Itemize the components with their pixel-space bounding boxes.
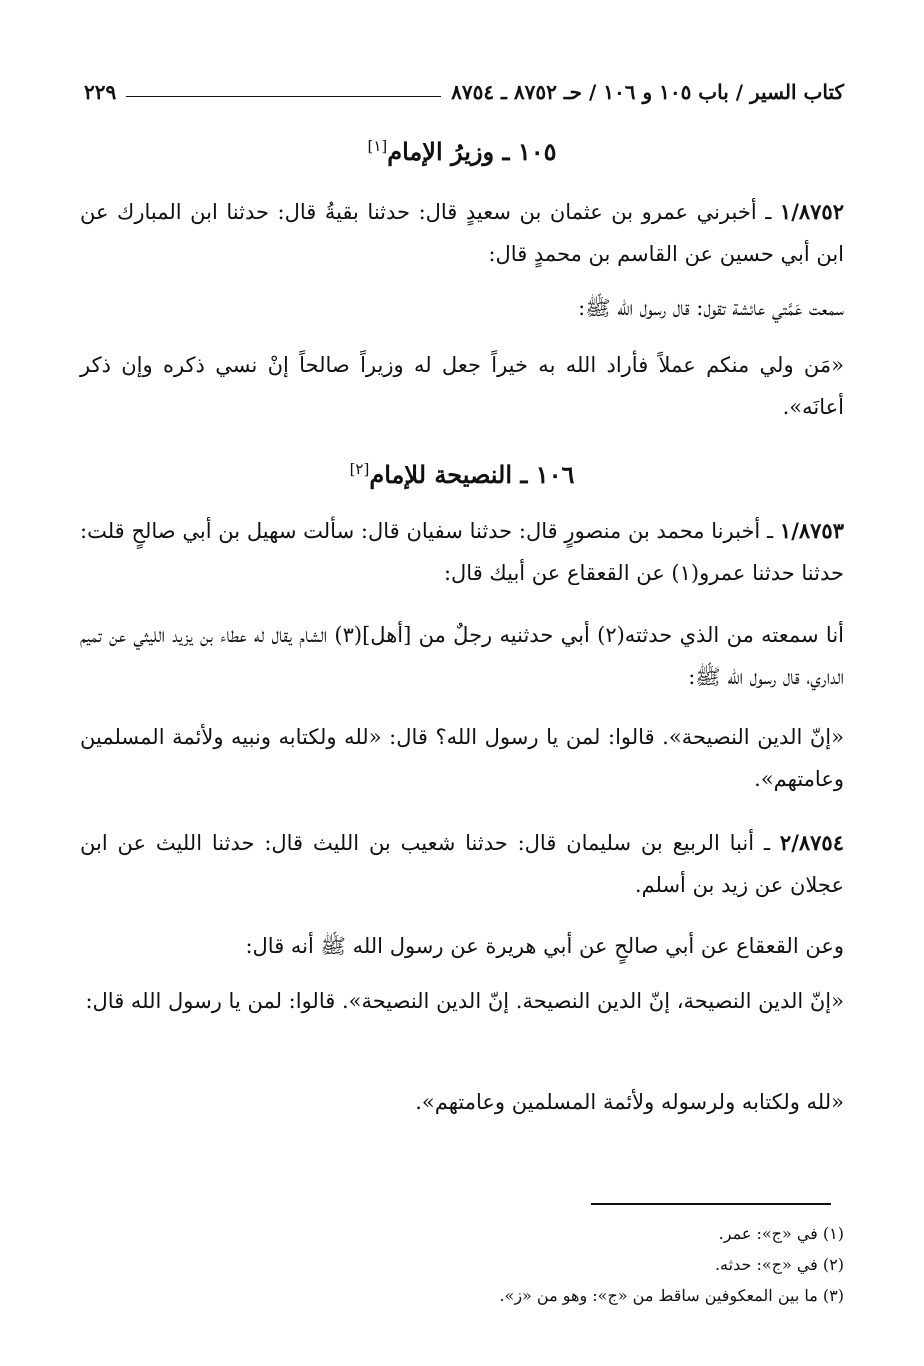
narration-text: أنا سمعته من الذي حدثته(٢) أبي حدثنيه رجلٌ من [أهل](٣) الشام يقال له عطاء بن يزيد الليثي عن تميم الداري، قال رسول الله ﷺ: xyxy=(80,623,844,689)
section-title: ١٠٦ ـ النصيحة للإمام xyxy=(369,460,575,489)
matn-text: «لله ولكتابه ولرسوله ولأئمة المسلمين وعامتهم». xyxy=(415,1090,844,1114)
hadith-matn xyxy=(80,716,844,800)
narration-line xyxy=(80,287,844,329)
footnote-3: (٣) ما بين المعكوفين ساقط من «ج»: وهو من «ز». xyxy=(499,1286,844,1305)
hadith-8754 xyxy=(80,822,844,906)
section-heading-105 xyxy=(0,137,924,166)
footnote-2: (٢) في «ج»: حدثه. xyxy=(714,1255,844,1274)
matn-text: «مَن ولي منكم عملاً فأراد الله به خيراً جعل له وزيراً صالحاً إنْ نسي ذكره وإن ذكر أعانَه». xyxy=(80,353,844,419)
footnote-mark: [١] xyxy=(367,137,388,155)
matn-text: «إنّ الدين النصيحة، إنّ الدين النصيحة. إنّ الدين النصيحة». قالوا: لمن يا رسول الله قال: xyxy=(85,989,844,1013)
hadith-matn xyxy=(80,1081,844,1123)
narration-text: سمعت عَمَّتي عائشة تقول: قال رسول الله ﷺ: xyxy=(578,296,844,320)
footnote-mark: [٢] xyxy=(349,460,370,478)
footnotes xyxy=(80,1218,844,1311)
footnote-1: (١) في «ج»: عمر. xyxy=(718,1224,844,1243)
hadith-number: ١/٨٧٥٢ xyxy=(779,199,844,224)
hadith-matn xyxy=(80,980,844,1022)
narration-line xyxy=(80,614,844,698)
section-heading-106 xyxy=(0,460,924,489)
running-head xyxy=(84,74,844,110)
running-head-rule xyxy=(126,96,441,97)
narration-line xyxy=(80,925,844,967)
hadith-text: ـ أخبرني عمرو بن عثمان بن سعيدٍ قال: حدثنا بقيةُ قال: حدثنا ابن المبارك عن ابن أبي حسين عن القاسم بن محمدٍ قال: xyxy=(80,200,844,266)
hadith-8752 xyxy=(80,191,844,275)
footnote-separator xyxy=(591,1203,831,1205)
section-title: ١٠٥ ـ وزيرُ الإمام xyxy=(387,137,557,166)
hadith-text: ـ أنبا الربيع بن سليمان قال: حدثنا شعيب بن الليث قال: حدثنا الليث عن ابن عجلان عن زيد بن أسلم. xyxy=(80,831,844,897)
narration-text: وعن القعقاع عن أبي صالحٍ عن أبي هريرة عن رسول الله ﷺ أنه قال: xyxy=(245,934,844,958)
hadith-matn xyxy=(80,344,844,428)
hadith-number: ١/٨٧٥٣ xyxy=(779,518,844,543)
running-head-title: كتاب السير / باب ١٠٥ و ١٠٦ / حـ ٨٧٥٢ ـ ٨٧٥٤ xyxy=(451,80,844,104)
page-number: ٢٢٩ xyxy=(84,80,117,104)
hadith-number: ٢/٨٧٥٤ xyxy=(779,830,844,855)
matn-text: «إنّ الدين النصيحة». قالوا: لمن يا رسول الله؟ قال: «لله ولكتابه ونبيه ولأئمة المسلمين وعامتهم». xyxy=(80,725,844,791)
hadith-8753 xyxy=(80,510,844,594)
hadith-text: ـ أخبرنا محمد بن منصورٍ قال: حدثنا سفيان قال: سألت سهيل بن أبي صالحٍ قلت: حدثنا حدثنا عمرو(١) عن القعقاع عن أبيك قال: xyxy=(80,519,844,585)
